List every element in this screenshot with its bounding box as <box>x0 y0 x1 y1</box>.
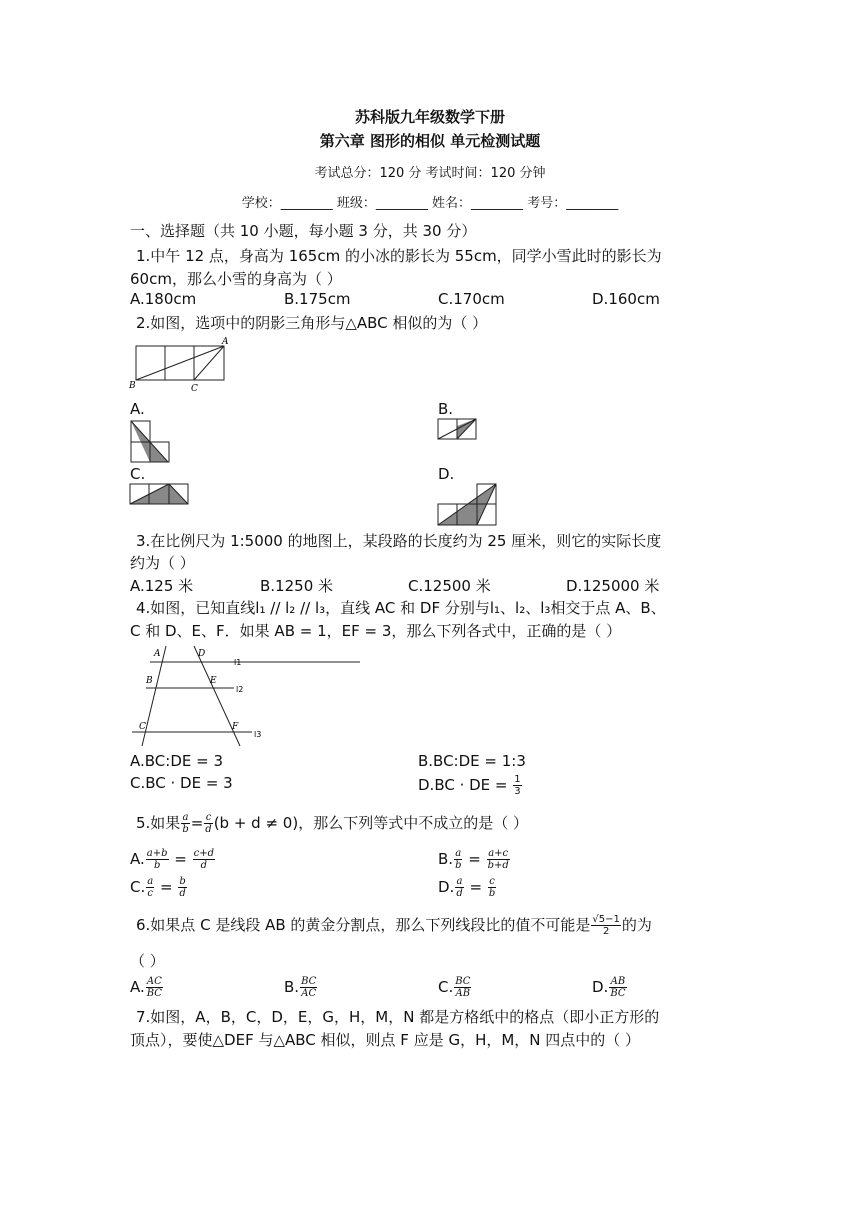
q4-line-2: C 和 D、E、F．如果 AB = 1，EF = 3，那么下列各式中，正确的是（ ） <box>130 622 622 640</box>
q2-option-b: B. <box>438 400 454 418</box>
q5-option-d-frac-2: $\frac{c}{b}$ <box>488 876 496 899</box>
q6-stem-pre: 6.如果点 C 是线段 AB 的黄金分割点，那么下列线段比的值不可能是 <box>136 916 591 934</box>
q4-label-f: F <box>232 722 239 732</box>
exam-info: 考试总分：120 分 考试时间：120 分钟 <box>314 166 546 181</box>
q4-label-l1: l1 <box>234 658 242 667</box>
q4-label-e: E <box>210 676 217 686</box>
q4-option-a: A.BC:DE = 3 <box>130 752 223 770</box>
q4-line-1: 4.如图，已知直线l₁ // l₂ // l₃，直线 AC 和 DF 分别与l₁、l₂、l₃相交于点 A、B、 <box>136 599 666 617</box>
q1-option-b: B.175cm <box>284 290 351 308</box>
q4-label-l2: l2 <box>236 685 244 694</box>
q4-figure-parallel-lines <box>128 642 268 752</box>
q5-cond-fraction-2: $\frac{c}{d}$ <box>205 812 212 835</box>
q5-option-a-frac-2: $\frac{c+d}{d}$ <box>193 848 215 871</box>
q2-option-c-figure <box>129 483 191 507</box>
q7-line-1: 7.如图，A，B，C，D，E，G，H，M，N 都是方格纸中的格点（即小正方形的 <box>136 1008 660 1026</box>
q5-stem-pre: 5.如果 <box>136 814 181 832</box>
q2-option-d: D. <box>438 465 455 483</box>
q3-line-2: 约为（ ） <box>130 554 195 572</box>
student-info: 学校：________ 班级：________ 姓名：________ 考号：________ <box>241 196 619 211</box>
q3-line-1: 3.在比例尺为 1:5000 的地图上，某段路的长度约为 25 厘米，则它的实际长度 <box>136 532 662 550</box>
q6-option-c: C. $\frac{BC}{AB}$ <box>438 976 471 999</box>
q5-option-c: C. $\frac{a}{c}$ = $\frac{b}{d}$ <box>130 876 186 899</box>
title-line-1: 苏科版九年级数学下册 <box>354 108 505 126</box>
q6-option-c-frac: $\frac{BC}{AB}$ <box>455 976 471 999</box>
q4-option-d-text: D.BC · DE = <box>418 776 508 794</box>
q2-label-b: B <box>129 381 136 391</box>
q5-option-d: D. $\frac{a}{d}$ = $\frac{c}{b}$ <box>438 876 496 899</box>
q6-option-b: B. $\frac{BC}{AC}$ <box>284 976 317 999</box>
q2-option-a-figure <box>130 420 172 464</box>
q5-cond-fraction-1: $\frac{a}{b}$ <box>182 812 189 835</box>
q6-stem <box>136 914 652 937</box>
q4-option-c: C.BC · DE = 3 <box>130 774 233 792</box>
q4-label-d: D <box>198 649 206 659</box>
q5-option-a-frac-1: $\frac{a+b}{b}$ <box>146 848 168 871</box>
q3-option-d: D.125000 米 <box>566 577 660 595</box>
q6-option-a: A. $\frac{AC}{BC}$ <box>130 976 162 999</box>
q5-stem-post: (b + d ≠ 0)，那么下列等式中不成立的是（ ） <box>213 814 528 832</box>
q6-option-d-frac: $\frac{AB}{BC}$ <box>610 976 626 999</box>
q7-line-2: 顶点），要使△DEF 与△ABC 相似，则点 F 应是 G，H，M，N 四点中的（ ） <box>130 1031 641 1049</box>
q5-option-b-frac-2: $\frac{a+c}{b+d}$ <box>487 848 509 871</box>
q4-label-b: B <box>146 676 153 686</box>
q5-option-c-frac-2: $\frac{b}{d}$ <box>179 876 186 899</box>
q2-option-d-figure <box>437 483 499 527</box>
section-title: 一、选择题（共 10 小题，每小题 3 分，共 30 分） <box>130 222 477 240</box>
q4-option-d <box>418 774 523 797</box>
q1-line-1: 1.中午 12 点，身高为 165cm 的小冰的影长为 55cm，同学小雪此时的影长为 <box>136 247 662 265</box>
q1-line-2: 60cm，那么小雪的身高为（ ） <box>130 270 342 288</box>
q3-option-c: C.12500 米 <box>408 577 491 595</box>
title-line-2: 第六章 图形的相似 单元检测试题 <box>319 132 541 150</box>
q5-option-a: A. $\frac{a+b}{b}$ = $\frac{c+d}{d}$ <box>130 848 215 871</box>
q5-option-c-frac-1: $\frac{a}{c}$ <box>147 876 154 899</box>
q5-option-b-frac-1: $\frac{a}{b}$ <box>455 848 462 871</box>
q3-option-a: A.125 米 <box>130 577 194 595</box>
q6-line-2: （ ） <box>130 952 165 970</box>
q6-option-d: D. $\frac{AB}{BC}$ <box>592 976 626 999</box>
q6-golden-ratio-fraction: $\frac{√5-1}{2}$ <box>592 914 620 937</box>
q4-option-b: B.BC:DE = 1:3 <box>418 752 526 770</box>
q2-label-a: A <box>222 337 229 347</box>
q4-label-c: C <box>139 722 146 732</box>
q2-option-c: C. <box>130 465 146 483</box>
q2-label-c: C <box>191 384 198 394</box>
q4-label-a: A <box>154 649 161 659</box>
q6-option-a-frac: $\frac{AC}{BC}$ <box>146 976 162 999</box>
q4-option-d-fraction: $\frac{1}{3}$ <box>514 774 521 797</box>
q4-label-l3: l3 <box>254 730 262 739</box>
q2-stem: 2.如图，选项中的阴影三角形与△ABC 相似的为（ ） <box>136 314 488 332</box>
q1-option-a: A.180cm <box>130 290 197 308</box>
q5-option-b: B. $\frac{a}{b}$ = $\frac{a+c}{b+d}$ <box>438 848 509 871</box>
q2-option-a: A. <box>130 400 145 418</box>
q3-option-b: B.1250 米 <box>260 577 334 595</box>
q5-stem <box>136 812 528 835</box>
q6-stem-post: 的为 <box>621 916 652 934</box>
q2-figure-abc <box>128 336 238 396</box>
q5-option-d-frac-1: $\frac{a}{d}$ <box>456 876 463 899</box>
q2-option-b-figure <box>437 418 479 442</box>
q6-option-b-frac: $\frac{BC}{AC}$ <box>301 976 317 999</box>
q1-option-d: D.160cm <box>592 290 660 308</box>
q1-option-c: C.170cm <box>438 290 505 308</box>
q5-stem-eq: = <box>190 814 204 832</box>
